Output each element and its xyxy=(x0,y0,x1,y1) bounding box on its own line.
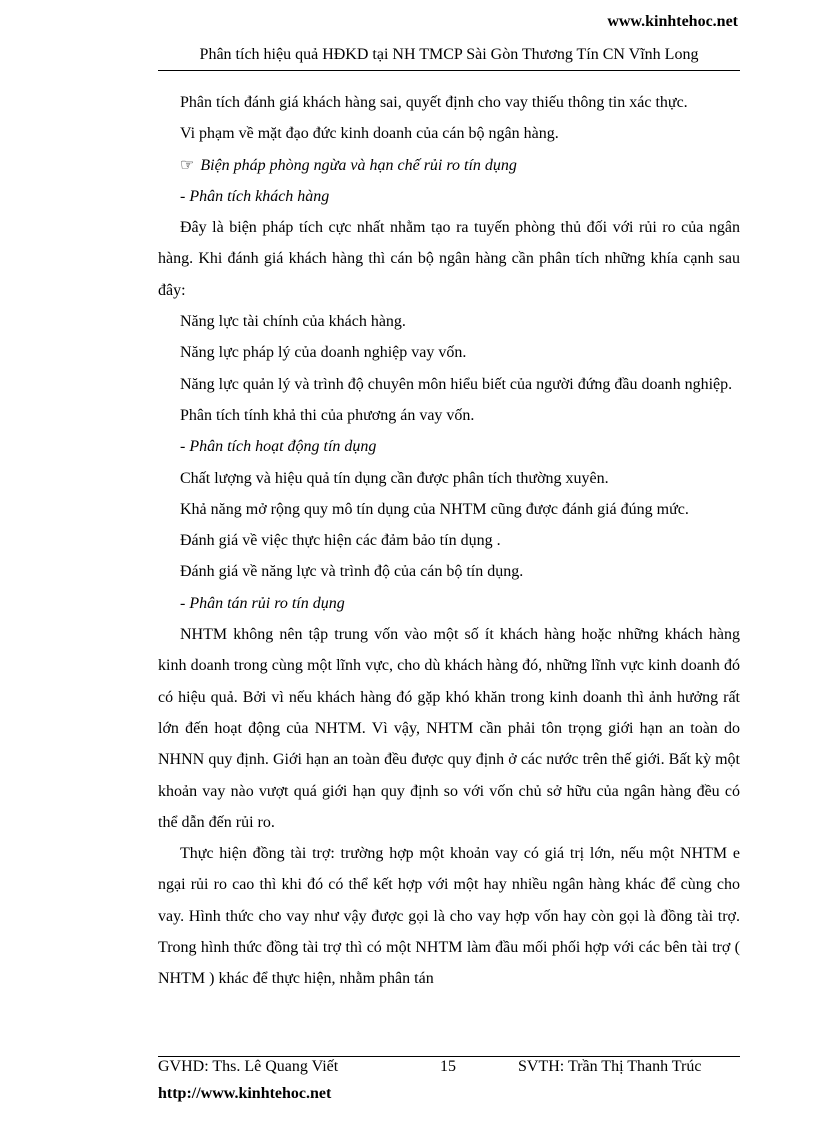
paragraph: Đây là biện pháp tích cực nhất nhằm tạo ra tuyến phòng thủ đối với rủi ro của ngân hàng. Khi đánh giá khách hàng thì cán bộ ngân hàng cần phân tích những khía cạnh sau đây: xyxy=(158,219,740,299)
page-number: 15 xyxy=(440,1058,456,1075)
paragraph: Khả năng mở rộng quy mô tín dụng của NHTM cũng được đánh giá đúng mức. xyxy=(180,500,689,518)
section-heading xyxy=(158,150,740,181)
header-site-link[interactable]: www.kinhtehoc.net xyxy=(607,13,738,30)
paragraph: Năng lực quản lý và trình độ chuyên môn hiểu biết của người đứng đầu doanh nghiệp. xyxy=(180,375,733,393)
footer-advisor: GVHD: Ths. Lê Quang Viết xyxy=(158,1058,339,1075)
footer-student: SVTH: Trần Thị Thanh Trúc xyxy=(518,1058,702,1075)
subheading: - Phân tán rủi ro tín dụng xyxy=(180,594,345,612)
pointing-hand-icon: ☞ xyxy=(180,156,195,174)
document-body xyxy=(158,87,740,995)
paragraph: Vi phạm về mặt đạo đức kinh doanh của cán bộ ngân hàng. xyxy=(180,125,559,143)
paragraph: Năng lực pháp lý của doanh nghiệp vay vốn. xyxy=(180,344,467,362)
paragraph: NHTM không nên tập trung vốn vào một số ít khách hàng hoặc những khách hàng kinh doanh trong cùng một lĩnh vực, cho dù khách hàng đó, những lĩnh vực kinh doanh đó có hiệu quả. Bởi vì nếu khách hàng đó gặp khó khăn trong kinh doanh thì ảnh hưởng rất lớn đến hoạt động của NHTM. Vì vậy, NHTM cần phải tôn trọng giới hạn an toàn do NHNN quy định. Giới hạn an toàn đều được quy định ở các nước trên thế giới. Bất kỳ một khoản vay nào vượt quá giới hạn quy định so với vốn chủ sở hữu của ngân hàng đều có thể dẫn đến rủi ro. xyxy=(158,626,740,831)
paragraph: Chất lượng và hiệu quả tín dụng cần được phân tích thường xuyên. xyxy=(180,469,609,487)
footer-divider xyxy=(158,1056,740,1057)
paragraph: Năng lực tài chính của khách hàng. xyxy=(180,313,406,331)
paragraph: Đánh giá về năng lực và trình độ của cán bộ tín dụng. xyxy=(180,563,524,581)
section-heading-text: Biện pháp phòng ngừa và hạn chế rủi ro tín dụng xyxy=(200,156,517,174)
subheading: - Phân tích hoạt động tín dụng xyxy=(180,438,377,456)
subheading: - Phân tích khách hàng xyxy=(180,187,330,205)
paragraph: Phân tích tính khả thi của phương án vay vốn. xyxy=(180,406,475,424)
paragraph: Thực hiện đồng tài trợ: trường hợp một khoản vay có giá trị lớn, nếu một NHTM e ngại rủi ro cao thì khi đó có thể kết hợp với một hay nhiều ngân hàng khác để cùng cho vay. Hình thức cho vay như vậy được gọi là cho vay hợp vốn hay còn gọi là đồng tài trợ. Trong hình thức đồng tài trợ thì có một NHTM làm đầu mối phối hợp với các bên tài trợ ( NHTM ) khác để thực hiện, nhằm phân tán xyxy=(158,845,740,988)
paragraph: Phân tích đánh giá khách hàng sai, quyết định cho vay thiếu thông tin xác thực. xyxy=(180,94,688,111)
footer-site-link[interactable]: http://www.kinhtehoc.net xyxy=(158,1085,332,1102)
running-title: Phân tích hiệu quả HĐKD tại NH TMCP Sài Gòn Thương Tín CN Vĩnh Long xyxy=(158,46,740,71)
paragraph: Đánh giá về việc thực hiện các đảm bảo tín dụng . xyxy=(180,532,501,550)
